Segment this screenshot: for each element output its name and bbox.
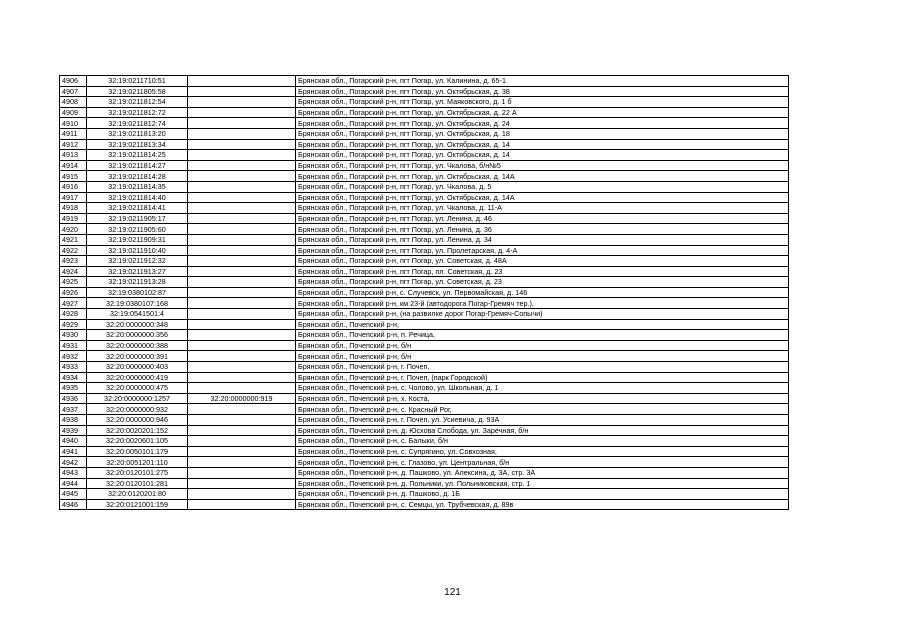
table-row [60,128,789,139]
cadastral-number-cell: 32:19:0211814:27 [87,160,188,171]
cadastral-number-cell: 32:20:0000000:356 [87,330,188,341]
cadastral-table-body [60,76,789,510]
table-row [60,415,789,426]
row-number-cell: 4912 [60,139,87,150]
address-cell: Брянская обл., Погарский р-н, (на развилке дорог Погар-Гремяч-Сопычи) [296,309,789,320]
previous-number-cell [188,372,296,383]
table-row [60,203,789,214]
previous-number-cell [188,446,296,457]
cadastral-number-cell: 32:19:0211912:32 [87,256,188,267]
previous-number-cell [188,351,296,362]
address-cell: Брянская обл., Почепский р-н, д. Польники, ул. Польниковская, стр. 1 [296,478,789,489]
cadastral-number-cell: 32:19:0211812:54 [87,97,188,108]
previous-number-cell [188,266,296,277]
row-number-cell: 4913 [60,150,87,161]
address-cell: Брянская обл., Почепский р-н, г. Почеп, (парк Городской) [296,372,789,383]
address-cell: Брянская обл., Погарский р-н, пгт Погар, ул. Октябрьская, д. 14 [296,150,789,161]
table-row [60,404,789,415]
cadastral-number-cell: 32:20:0120101:275 [87,467,188,478]
table-row [60,192,789,203]
table-row [60,234,789,245]
table-row [60,436,789,447]
address-cell: Брянская обл., Почепский р-н, х. Коста, [296,393,789,404]
address-cell: Брянская обл., Погарский р-н, пгт Погар, ул. Октябрьская, д. 14 [296,139,789,150]
address-cell: Брянская обл., Погарский р-н, пгт Погар, ул. Ленина, д. 46 [296,213,789,224]
previous-number-cell [188,224,296,235]
cadastral-number-cell: 32:19:0541501:4 [87,309,188,320]
cadastral-number-cell: 32:19:0211812:72 [87,107,188,118]
row-number-cell: 4944 [60,478,87,489]
cadastral-number-cell: 32:19:0211814:35 [87,181,188,192]
address-cell: Брянская обл., Погарский р-н, пгт Погар, ул. Ленина, д. 36 [296,224,789,235]
row-number-cell: 4940 [60,436,87,447]
cadastral-number-cell: 32:19:0211913:28 [87,277,188,288]
row-number-cell: 4930 [60,330,87,341]
row-number-cell: 4945 [60,489,87,500]
table-row [60,266,789,277]
cadastral-number-cell: 32:20:0050101:179 [87,446,188,457]
previous-number-cell [188,467,296,478]
row-number-cell: 4943 [60,467,87,478]
row-number-cell: 4939 [60,425,87,436]
address-cell: Брянская обл., Почепский р-н, п. Речица, [296,330,789,341]
table-row [60,362,789,373]
page-number: 121 [444,587,461,598]
table-row [60,330,789,341]
table-row [60,489,789,500]
previous-number-cell [188,192,296,203]
cadastral-number-cell: 32:19:0211910:40 [87,245,188,256]
cadastral-number-cell: 32:19:0211805:58 [87,86,188,97]
table-row [60,319,789,330]
previous-number-cell [188,309,296,320]
cadastral-number-cell: 32:20:0020601:105 [87,436,188,447]
previous-number-cell [188,436,296,447]
address-cell: Брянская обл., Почепский р-н, б/н [296,351,789,362]
address-cell: Брянская обл., Погарский р-н, пгт Погар, ул. Пролетарская, д. 4-А [296,245,789,256]
row-number-cell: 4916 [60,181,87,192]
cadastral-table [59,75,789,510]
previous-number-cell [188,415,296,426]
address-cell: Брянская обл., Погарский р-н, пгт Погар, ул. Октябрьская, д. 38 [296,86,789,97]
cadastral-number-cell: 32:20:0120201:80 [87,489,188,500]
cadastral-number-cell: 32:19:0211814:25 [87,150,188,161]
cadastral-number-cell: 32:19:0211814:41 [87,203,188,214]
previous-number-cell [188,457,296,468]
table-row [60,393,789,404]
previous-number-cell [188,128,296,139]
address-cell: Брянская обл., Погарский р-н, пгт Погар, ул. Чкалова, д. 11-А [296,203,789,214]
table-row [60,467,789,478]
cadastral-number-cell: 32:20:0000000:1257 [87,393,188,404]
previous-number-cell [188,383,296,394]
previous-number-cell [188,97,296,108]
cadastral-number-cell: 32:19:0211813:20 [87,128,188,139]
cadastral-number-cell: 32:20:0000000:419 [87,372,188,383]
table-row [60,446,789,457]
table-row [60,499,789,510]
address-cell: Брянская обл., Почепский р-н, с. Красный Рог, [296,404,789,415]
cadastral-number-cell: 32:20:0000000:932 [87,404,188,415]
address-cell: Брянская обл., Погарский р-н, с. Случевск, ул. Первомайская, д. 146 [296,287,789,298]
row-number-cell: 4927 [60,298,87,309]
row-number-cell: 4922 [60,245,87,256]
address-cell: Брянская обл., Погарский р-н, пгт Погар, пл. Советская, д. 23 [296,266,789,277]
cadastral-number-cell: 32:20:0000000:391 [87,351,188,362]
address-cell: Брянская обл., Погарский р-н, пгт Погар, ул. Октябрьская, д. 14А [296,171,789,182]
address-cell: Брянская обл., Погарский р-н, пгт Погар, ул. Советская, д. 48А [296,256,789,267]
previous-number-cell [188,256,296,267]
previous-number-cell [188,245,296,256]
previous-number-cell [188,319,296,330]
row-number-cell: 4915 [60,171,87,182]
cadastral-number-cell: 32:19:0211813:34 [87,139,188,150]
address-cell: Брянская обл., Почепский р-н, д. Пашково, ул. Алексина, д. 3А, стр. 3А [296,467,789,478]
cadastral-number-cell: 32:19:0211913:27 [87,266,188,277]
cadastral-number-cell: 32:19:0211710:51 [87,76,188,87]
cadastral-number-cell: 32:19:0211812:74 [87,118,188,129]
row-number-cell: 4914 [60,160,87,171]
row-number-cell: 4928 [60,309,87,320]
row-number-cell: 4925 [60,277,87,288]
address-cell: Брянская обл., Почепский р-н, с. Глазово, ул. Центральная, б/н [296,457,789,468]
cadastral-number-cell: 32:20:0000000:348 [87,319,188,330]
address-cell: Брянская обл., Погарский р-н, пгт Погар, ул. Чкалова, д. 5 [296,181,789,192]
address-cell: Брянская обл., Почепский р-н, д. Юсхова Слобода, ул. Заречная, б/н [296,425,789,436]
previous-number-cell [188,362,296,373]
table-row [60,139,789,150]
table-row [60,86,789,97]
address-cell: Брянская обл., Погарский р-н, пгт Погар, ул. Октябрьская, д. 24 [296,118,789,129]
row-number-cell: 4929 [60,319,87,330]
previous-number-cell [188,425,296,436]
address-cell: Брянская обл., Почепский р-н, [296,319,789,330]
row-number-cell: 4924 [60,266,87,277]
cadastral-number-cell: 32:19:0380107:168 [87,298,188,309]
cadastral-number-cell: 32:19:0211814:28 [87,171,188,182]
table-row [60,150,789,161]
row-number-cell: 4907 [60,86,87,97]
address-cell: Брянская обл., Почепский р-н, б/н [296,340,789,351]
address-cell: Брянская обл., Погарский р-н, пгт Погар, ул. Октябрьская, д. 14А [296,192,789,203]
row-number-cell: 4946 [60,499,87,510]
address-cell: Брянская обл., Почепский р-н, с. Семцы, ул. Трубчевская, д. 89в [296,499,789,510]
row-number-cell: 4933 [60,362,87,373]
row-number-cell: 4935 [60,383,87,394]
address-cell: Брянская обл., Погарский р-н, пгт Погар, ул. Чкалова, б/н№5 [296,160,789,171]
cadastral-number-cell: 32:20:0121001:159 [87,499,188,510]
table-row [60,97,789,108]
table-row [60,287,789,298]
row-number-cell: 4941 [60,446,87,457]
row-number-cell: 4911 [60,128,87,139]
table-row [60,383,789,394]
table-row [60,171,789,182]
table-row [60,181,789,192]
row-number-cell: 4936 [60,393,87,404]
address-cell: Брянская обл., Погарский р-н, пгт Погар, ул. Октябрьская, д. 18 [296,128,789,139]
address-cell: Брянская обл., Почепский р-н, г. Почеп, ул. Усиевича, д. 93А [296,415,789,426]
previous-number-cell [188,340,296,351]
previous-number-cell [188,213,296,224]
cadastral-number-cell: 32:19:0211814:40 [87,192,188,203]
previous-number-cell [188,404,296,415]
cadastral-number-cell: 32:20:0000000:388 [87,340,188,351]
previous-number-cell [188,86,296,97]
row-number-cell: 4920 [60,224,87,235]
row-number-cell: 4909 [60,107,87,118]
cadastral-number-cell: 32:20:0000000:475 [87,383,188,394]
previous-number-cell [188,298,296,309]
row-number-cell: 4937 [60,404,87,415]
table-row [60,224,789,235]
previous-number-cell [188,160,296,171]
row-number-cell: 4919 [60,213,87,224]
previous-number-cell [188,478,296,489]
row-number-cell: 4934 [60,372,87,383]
row-number-cell: 4931 [60,340,87,351]
table-row [60,309,789,320]
row-number-cell: 4921 [60,234,87,245]
cadastral-number-cell: 32:19:0380102:87 [87,287,188,298]
address-cell: Брянская обл., Погарский р-н, пгт Погар, ул. Калинина, д. 65-1 [296,76,789,87]
address-cell: Брянская обл., Погарский р-н, пгт Погар, ул. Ленина, д. 34 [296,234,789,245]
previous-number-cell [188,171,296,182]
previous-number-cell [188,107,296,118]
table-row [60,298,789,309]
row-number-cell: 4910 [60,118,87,129]
previous-number-cell [188,118,296,129]
row-number-cell: 4918 [60,203,87,214]
table-row [60,245,789,256]
previous-number-cell: 32:20:0000000:919 [188,393,296,404]
previous-number-cell [188,499,296,510]
address-cell: Брянская обл., Погарский р-н, км 23-й (автодорога Погар-Гремяч тер.), [296,298,789,309]
cadastral-number-cell: 32:20:0051201:110 [87,457,188,468]
address-cell: Брянская обл., Почепский р-н, с. Чолово, ул. Школьная, д. 1 [296,383,789,394]
row-number-cell: 4942 [60,457,87,468]
table-row [60,256,789,267]
cadastral-number-cell: 32:20:0000000:946 [87,415,188,426]
row-number-cell: 4923 [60,256,87,267]
address-cell: Брянская обл., Почепский р-н, с. Балыки, б/н [296,436,789,447]
table-row [60,277,789,288]
previous-number-cell [188,330,296,341]
previous-number-cell [188,76,296,87]
table-row [60,478,789,489]
table-row [60,107,789,118]
table-row [60,351,789,362]
row-number-cell: 4926 [60,287,87,298]
table-row [60,160,789,171]
address-cell: Брянская обл., Почепский р-н, д. Пашково, д. 1Б [296,489,789,500]
cadastral-number-cell: 32:20:0020201:152 [87,425,188,436]
previous-number-cell [188,489,296,500]
row-number-cell: 4917 [60,192,87,203]
row-number-cell: 4932 [60,351,87,362]
address-cell: Брянская обл., Почепский р-н, г. Почеп, [296,362,789,373]
table-row [60,213,789,224]
table-row [60,372,789,383]
table-row [60,425,789,436]
address-cell: Брянская обл., Почепский р-н, с. Супрягино, ул. Совхозная, [296,446,789,457]
cadastral-number-cell: 32:19:0211905:60 [87,224,188,235]
previous-number-cell [188,287,296,298]
address-cell: Брянская обл., Погарский р-н, пгт Погар, ул. Октябрьская, д. 22 А [296,107,789,118]
table-row [60,76,789,87]
previous-number-cell [188,234,296,245]
cadastral-number-cell: 32:19:0211905:17 [87,213,188,224]
previous-number-cell [188,181,296,192]
cadastral-number-cell: 32:20:0120101:281 [87,478,188,489]
address-cell: Брянская обл., Погарский р-н, пгт Погар, ул. Маяковского, д. 1 б [296,97,789,108]
table-row [60,340,789,351]
cadastral-number-cell: 32:20:0000000:403 [87,362,188,373]
previous-number-cell [188,150,296,161]
row-number-cell: 4938 [60,415,87,426]
cadastral-number-cell: 32:19:0211909:31 [87,234,188,245]
address-cell: Брянская обл., Погарский р-н, пгт Погар, ул. Советская, д. 23 [296,277,789,288]
previous-number-cell [188,203,296,214]
row-number-cell: 4906 [60,76,87,87]
previous-number-cell [188,277,296,288]
table-row [60,118,789,129]
previous-number-cell [188,139,296,150]
table-row [60,457,789,468]
row-number-cell: 4908 [60,97,87,108]
